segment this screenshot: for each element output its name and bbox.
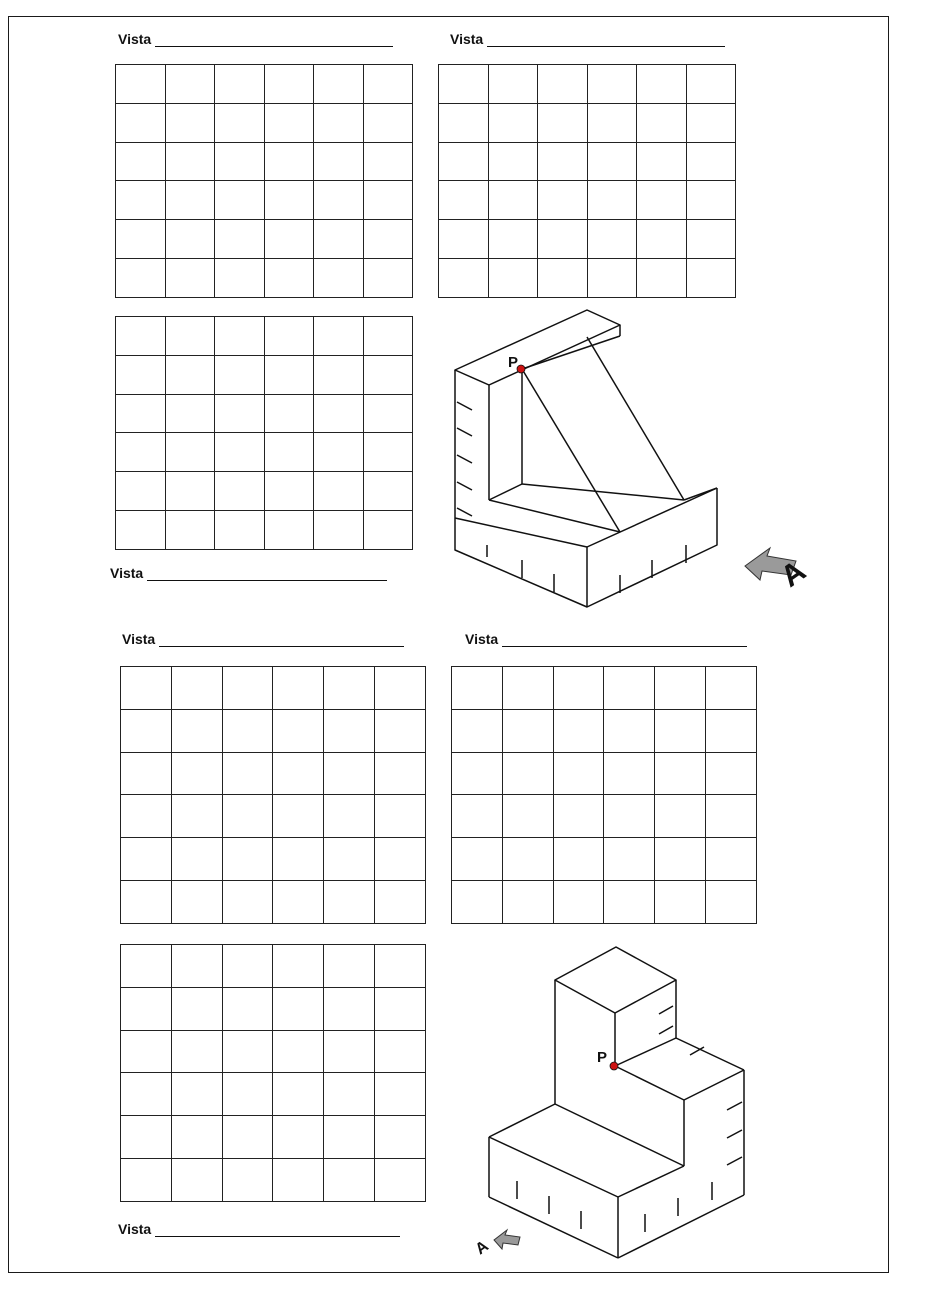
arrow-label: A xyxy=(775,554,812,594)
arrow-label: A xyxy=(472,1237,492,1259)
point-p-marker xyxy=(610,1062,618,1070)
point-p-label: P xyxy=(597,1049,608,1066)
isometric-object-2 xyxy=(489,947,744,1258)
point-p-label: P xyxy=(508,354,519,371)
view-label-text: Vista xyxy=(122,631,156,647)
view-arrow-1 xyxy=(745,548,812,594)
view-label-text: Vista xyxy=(118,31,152,47)
isometric-object-1 xyxy=(455,310,717,607)
view-label-text: Vista xyxy=(450,31,484,47)
view-label-text: Vista xyxy=(118,1221,152,1237)
view-label-text: Vista xyxy=(110,565,144,581)
point-p-marker xyxy=(517,365,525,373)
view-label-text: Vista xyxy=(465,631,499,647)
view-arrow-2 xyxy=(473,1230,520,1258)
